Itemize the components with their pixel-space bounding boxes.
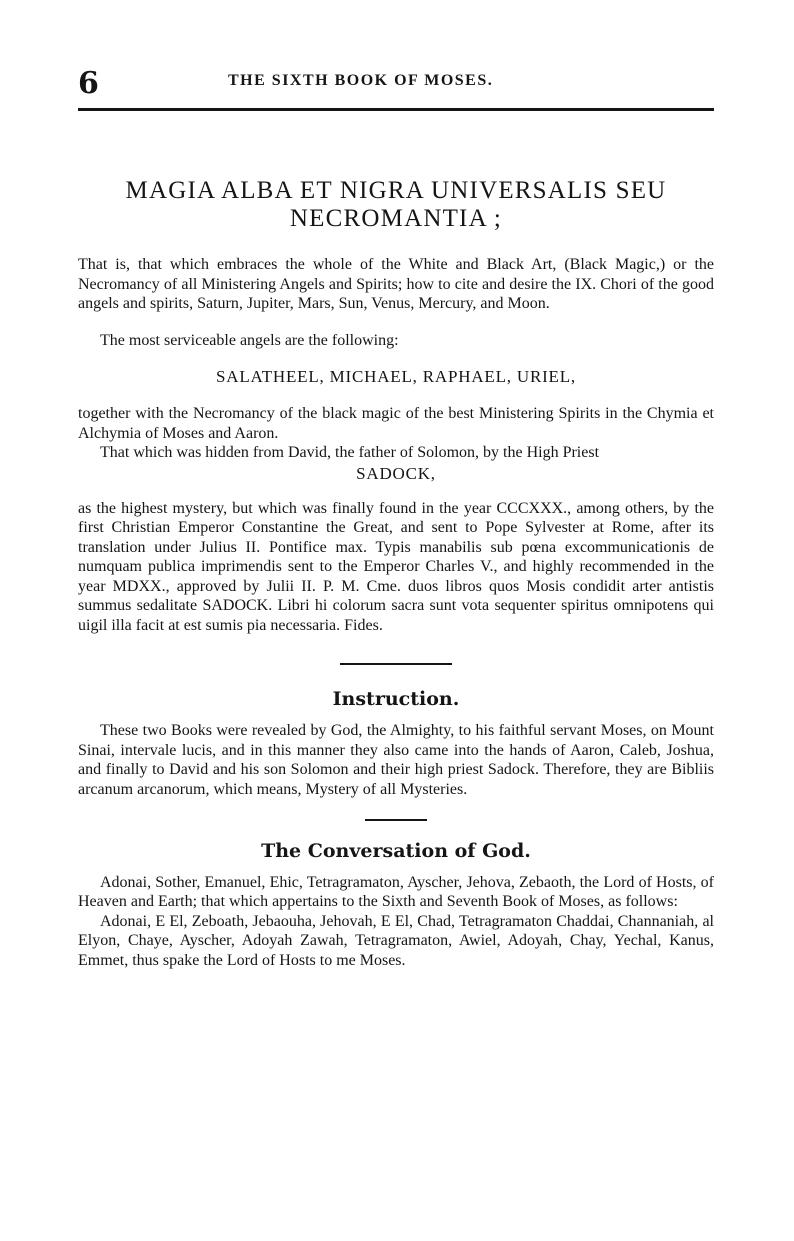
conversation-paragraph-2: Adonai, E El, Zeboath, Jebaouha, Jehovah, E El, Chad, Tetragramaton Chaddai, Channaniah, al Elyon, Chaye, Ayscher, Adoyah Zawah, Tetragramaton, Awiel, Adoyah, Chay, Yechal, Kanus, Emmet, thus spake the Lord of Hosts to me Moses. [78,912,714,969]
chapter-title [78,177,714,233]
section-divider [340,663,452,665]
book-page [78,64,714,970]
chapter-title-line-1: MAGIA ALBA ET NIGRA UNIVERSALIS SEU [125,177,667,204]
chapter-title-line-2: NECROMANTIA ; [289,205,503,232]
hidden-paragraph: That which was hidden from David, the father of Solomon, by the High Priest [100,444,600,461]
running-title: THE SIXTH BOOK OF MOSES. [228,72,494,89]
section-divider-small [365,819,427,821]
necromancy-paragraph: together with the Necromancy of the black magic of the best Ministering Spirits in the Chymia et Alchymia of Moses and Aaron. [78,405,714,442]
instruction-paragraph: These two Books were revealed by God, the Almighty, to his faithful servant Moses, on Mount Sinai, intervale lucis, and in this manner they also came into the hands of Aaron, Caleb, Joshua, and finally to David and his son Solomon and their high priest Sadock. Therefore, they are Bibliis arcanum arcanorum, which means, Mystery of all Mysteries. [78,722,714,798]
angels-intro: The most serviceable angels are the following: [100,331,399,349]
running-head [78,64,714,104]
intro-paragraph: That is, that which embraces the whole of the White and Black Art, (Black Magic,) or the Necromancy of all Ministering Angels and Spirits; how to cite and desire the IX. Chori of the good angels and spirits, Saturn, Jupiter, Mars, Sun, Venus, Mercury, and Moon. [78,256,714,312]
angel-names: SALATHEEL, MICHAEL, RAPHAEL, URIEL, [216,367,576,386]
header-rule [78,108,714,111]
mystery-paragraph: as the highest mystery, but which was finally found in the year CCCXXX., among others, by the first Christian Emperor Constantine the Great, and sent to Pope Sylvester at Rome, after its translation under Julius II. Pontifice max. Typis manabilis sub pœna excommunicationis de numquam publica imprimendis sent to the Emperor Charles V., and highly recommended in the year MDXX., approved by Julii II. P. M. Cme. duos libros quos Mosis condidit arter antistis summus sedalitate SADOCK. Libri hi colorum sacra sunt vota sequenter spiritus omnipotens qui uigil illa facit at est sumis pia necessaria. Fides. [78,499,714,634]
priest-name: SADOCK, [356,463,436,483]
conversation-heading: The Conversation of God. [261,839,531,862]
instruction-heading: Instruction. [332,688,460,710]
page-number: 6 [78,66,99,101]
conversation-paragraph-1: Adonai, Sother, Emanuel, Ehic, Tetragramaton, Ayscher, Jehova, Zebaoth, the Lord of Hosts, of Heaven and Earth; that which appertains to the Sixth and Seventh Book of Moses, as follows: [78,873,714,910]
